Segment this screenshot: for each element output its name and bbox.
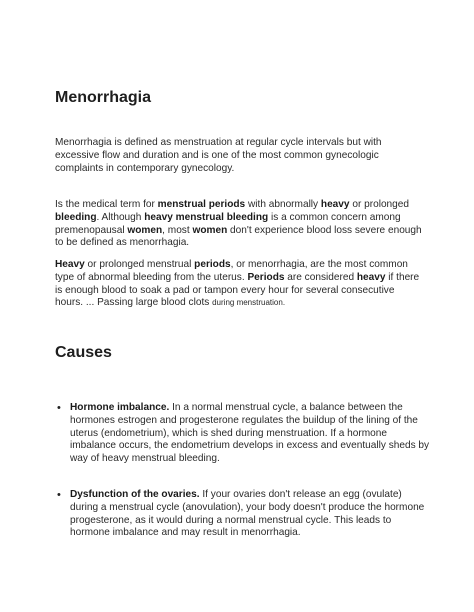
definition-paragraph: Menorrhagia is defined as menstruation at regular cycle intervals but with excessive flow and duration and is one of the most common gynecologic complaints in contemporary gynecology. [55,137,382,174]
heavy-periods-paragraph: Heavy or prolonged menstrual periods, or menorrhagia, are the most common type of abnormal bleeding from the uterus. Periods are considered heavy if there is enough blood to soak a pad or tampon every hour for several consecutive hours. ... Passing large blood clots during menstruation. [55,259,420,309]
causes-heading: Causes [55,344,112,361]
cause-item-hormone-imbalance: Hormone imbalance. In a normal menstrual cycle, a balance between the hormones estrogen and progesterone regulates the buildup of the lining of the uterus (endometrium), which is shed during menstruation. If a hormone imbalance occurs, the endometrium develops in excess and eventually sheds by way of heavy menstrual bleeding. [70,402,430,465]
cause-item-ovary-dysfunction: Dysfunction of the ovaries. If your ovaries don't release an egg (ovulate) during a menstrual cycle (anovulation), your body doesn't produce the hormone progesterone, as it would during a normal menstrual cycle. This leads to hormone imbalance and may result in menorrhagia. [70,489,425,539]
medical-term-paragraph: Is the medical term for menstrual periods with abnormally heavy or prolonged bleeding. Although heavy menstrual bleeding is a common concern among premenopausal women, most women don't experience blood loss severe enough to be defined as menorrhagia. [55,199,422,249]
page-title: Menorrhagia [55,89,152,106]
bullet-marker: • [57,402,61,414]
bullet-marker: • [57,489,61,501]
